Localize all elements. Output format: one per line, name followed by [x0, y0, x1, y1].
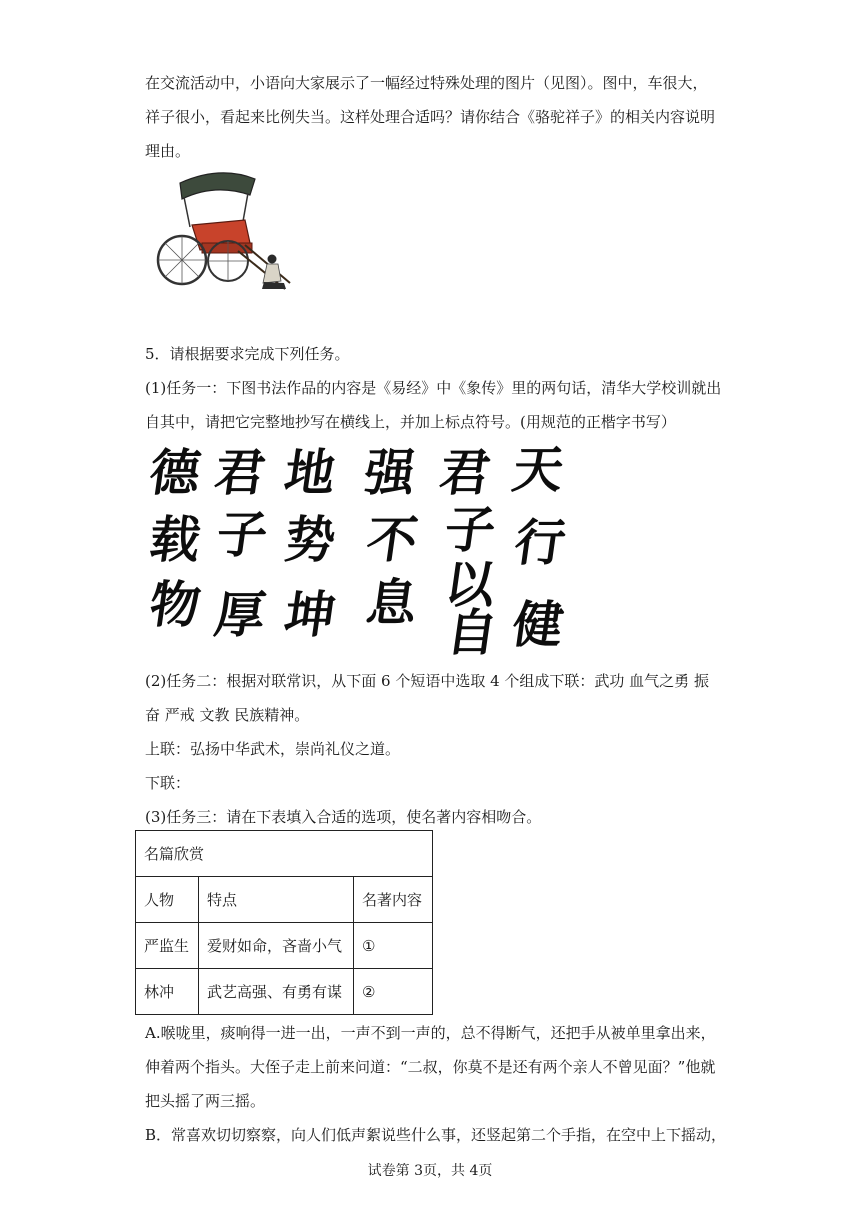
task2-line-2: 奋 严戒 文教 民族精神。	[145, 706, 310, 724]
calligraphy-char: 强	[360, 443, 420, 502]
calligraphy-char: 地	[280, 443, 340, 502]
intro-line-1: 在交流活动中，小语向大家展示了一幅经过特殊处理的图片（见图）。图中，车很大，	[145, 74, 708, 92]
cell-trait: 爱财如命，吝啬小气	[199, 923, 354, 969]
calligraphy-char: 息	[362, 573, 422, 632]
option-a-line-1: A.喉咙里，痰响得一进一出，一声不到一声的，总不得断气，还把手从被单里拿出来，	[145, 1024, 716, 1042]
calligraphy-char: 君	[435, 443, 495, 502]
cell-character: 严监生	[136, 923, 199, 969]
calligraphy-char: 不	[362, 510, 422, 569]
intro-line-3: 理由。	[145, 142, 191, 160]
task1-line-1: (1)任务一：下图书法作品的内容是《易经》中《象传》里的两句话，清华大学校训就出	[145, 379, 722, 397]
answer-blank-2[interactable]: ②	[354, 969, 433, 1015]
calligraphy-char: 天	[508, 440, 568, 499]
answer-blank-1[interactable]: ①	[354, 923, 433, 969]
option-a-line-2: 伸着两个指头。大侄子走上前来问道：“二叔，你莫不是还有两个亲人不曾见面？”他就	[145, 1058, 716, 1076]
intro-line-2: 祥子很小，看起来比例失当。这样处理合适吗？请你结合《骆驼祥子》的相关内容说明	[145, 108, 716, 126]
q5-title: 5．请根据要求完成下列任务。	[145, 345, 350, 363]
table-row	[136, 969, 433, 1015]
header-character: 人物	[136, 877, 199, 923]
table-header-row	[136, 877, 433, 923]
calligraphy-char: 势	[280, 510, 340, 569]
calligraphy-char: 物	[145, 575, 205, 634]
calligraphy-char: 子	[440, 500, 500, 559]
cell-character: 林冲	[136, 969, 199, 1015]
table-row	[136, 923, 433, 969]
calligraphy-char: 以	[440, 555, 500, 614]
calligraphy-char: 厚	[210, 585, 270, 644]
calligraphy-char: 自	[442, 603, 502, 662]
table-title: 名篇欣赏	[136, 831, 433, 877]
upper-couplet: 上联：弘扬中华武术，崇尚礼仪之道。	[145, 740, 401, 758]
page-footer: 试卷第 3页，共 4页	[367, 1163, 493, 1179]
novel-appreciation-table	[135, 830, 433, 1015]
calligraphy-char: 行	[510, 513, 570, 572]
calligraphy-char: 德	[145, 443, 205, 502]
option-b-line-1: B．常喜欢切切察察，向人们低声絮说些什么事，还竖起第二个手指，在空中上下摇动，	[145, 1126, 727, 1144]
task1-line-2: 自其中，请把它完整地抄写在横线上，并加上标点符号。(用规范的正楷字书写）	[145, 413, 676, 431]
task2-line-1: (2)任务二：根据对联常识，从下面 6 个短语中选取 4 个组成下联：武功 血气之勇 振	[145, 672, 709, 690]
calligraphy-artwork	[145, 440, 575, 662]
calligraphy-char: 坤	[280, 585, 340, 644]
lower-couplet: 下联：	[145, 774, 191, 792]
cell-trait: 武艺高强、有勇有谋	[199, 969, 354, 1015]
calligraphy-char: 健	[508, 595, 568, 654]
calligraphy-char: 子	[212, 505, 272, 564]
calligraphy-char: 载	[145, 510, 205, 569]
calligraphy-char: 君	[210, 443, 270, 502]
option-a-line-3: 把头摇了两三摇。	[145, 1092, 266, 1110]
rickshaw-illustration	[150, 165, 300, 300]
header-content: 名著内容	[354, 877, 433, 923]
task3-line: (3)任务三：请在下表填入合适的选项，使名著内容相吻合。	[145, 808, 542, 826]
header-trait: 特点	[199, 877, 354, 923]
